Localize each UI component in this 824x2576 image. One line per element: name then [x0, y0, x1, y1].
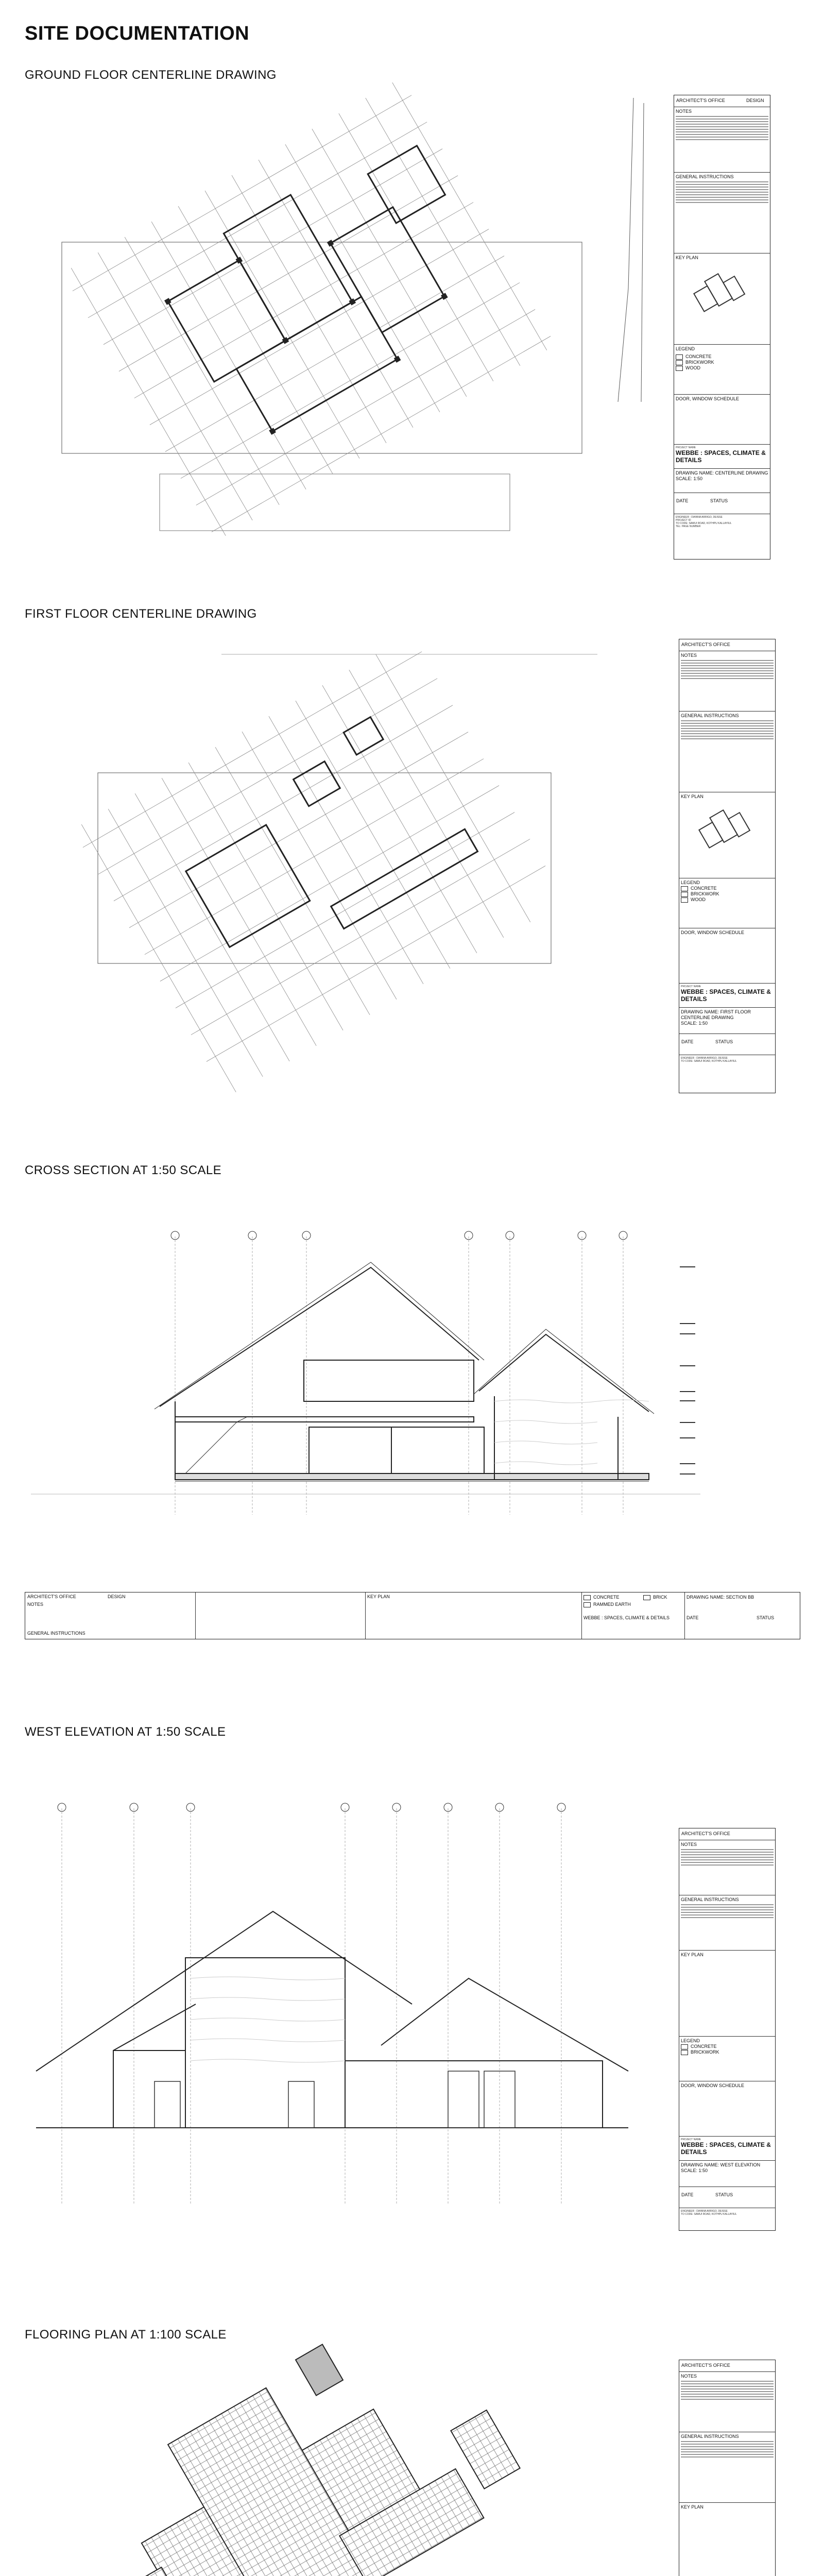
status-label: STATUS — [710, 498, 728, 503]
drawing-name: DRAWING NAME: FIRST FLOOR CENTERLINE DRAWING — [681, 1009, 751, 1020]
logo-tag: DESIGN — [108, 1594, 126, 1599]
project-title: WEBBE : SPACES, CLIMATE & DETAILS — [681, 2141, 771, 2156]
door-window-schedule: DOOR, WINDOW SCHEDULE — [676, 396, 740, 401]
legend-item-concrete: CONCRETE — [681, 2044, 774, 2049]
notes-label: NOTES — [27, 1602, 44, 1607]
office-name: ARCHITECT'S OFFICE — [27, 1594, 76, 1599]
project-title: WEBBE : SPACES, CLIMATE & DETAILS — [676, 449, 766, 464]
key-plan-label: KEY PLAN — [367, 1594, 390, 1599]
project-title: WEBBE : SPACES, CLIMATE & DETAILS — [583, 1615, 670, 1620]
legend-item-concrete: CONCRETE — [681, 886, 774, 891]
general-instructions-label: GENERAL INSTRUCTIONS — [676, 174, 734, 179]
scale-label: SCALE: 1:50 — [676, 476, 703, 481]
notes-text — [676, 116, 768, 140]
west-elevation-drawing — [21, 1762, 664, 2226]
legend-item-brickwork: BRICKWORK — [676, 360, 768, 365]
project-name-label: PROJECT NAME — [676, 446, 696, 449]
title-block-ground-floor — [674, 95, 770, 560]
notes-label: NOTES — [681, 1842, 697, 1847]
status-label: STATUS — [715, 1039, 733, 1044]
office-name: ARCHITECT'S OFFICE — [681, 1831, 730, 1836]
section-title-cross-section: CROSS SECTION AT 1:50 SCALE — [25, 1163, 222, 1177]
legend-item-concrete: CONCRETE — [583, 1595, 620, 1600]
date-label: DATE — [686, 1615, 699, 1620]
notes-label: NOTES — [676, 109, 692, 114]
legend-label: LEGEND — [676, 346, 695, 351]
title-block-first-floor — [679, 639, 776, 1093]
legend-swatch-icon — [681, 2050, 688, 2055]
key-plan-label: KEY PLAN — [681, 794, 703, 799]
legend-swatch-icon — [681, 897, 688, 903]
title-block-cross-section — [25, 1592, 800, 1639]
address-line-3: TO CODE: SAMUI ROAD, KOTHPU KALLAYIUL — [676, 522, 732, 525]
office-name: ARCHITECT'S OFFICE — [681, 642, 730, 647]
project-name-label: PROJECT NAME — [681, 2138, 701, 2141]
legend-item-concrete: CONCRETE — [676, 354, 768, 360]
legend-swatch-icon — [681, 886, 688, 891]
door-window-schedule: DOOR, WINDOW SCHEDULE — [681, 2083, 745, 2088]
key-plan-label: KEY PLAN — [681, 1952, 703, 1957]
legend-swatch-icon — [681, 2044, 688, 2049]
status-label: STATUS — [715, 2192, 733, 2197]
key-plan-thumbnail — [681, 800, 768, 867]
date-label: DATE — [681, 2192, 694, 2197]
legend-swatch-icon — [643, 1595, 650, 1600]
address-line-3: TO CODE: SAMUI ROAD, KOTHPU KALLAYIUL — [681, 1060, 737, 1063]
cross-section-drawing — [31, 1206, 772, 1577]
section-title-west-elevation: WEST ELEVATION AT 1:50 SCALE — [25, 1725, 226, 1739]
address-line-1: ENGINEER : DIANNA ARRIGO, DEISSE — [681, 2210, 728, 2213]
door-window-schedule: DOOR, WINDOW SCHEDULE — [681, 930, 745, 935]
address-line-3: TO CODE: SAMUI ROAD, KOTHPU KALLAYIUL — [681, 2213, 737, 2216]
general-instructions-label: GENERAL INSTRUCTIONS — [681, 2434, 739, 2439]
legend-swatch-icon — [676, 366, 683, 371]
notes-label: NOTES — [681, 2374, 697, 2379]
address-line-1: ENGINEER : DIANNA ARRIGO, DEISSE — [676, 516, 723, 519]
legend-swatch-icon — [676, 354, 683, 360]
section-title-flooring-plan: FLOORING PLAN AT 1:100 SCALE — [25, 2328, 227, 2342]
drawing-name: DRAWING NAME: WEST ELEVATION — [681, 2162, 761, 2167]
address-line-2: PROJECT ID — [676, 519, 691, 522]
legend-item-wood: WOOD — [676, 365, 768, 371]
ground-floor-centerline-drawing — [31, 93, 664, 536]
page-title: SITE DOCUMENTATION — [25, 23, 250, 44]
address-line-4: TEL: PAGE NUMBER — [676, 525, 701, 528]
title-block-flooring-plan — [679, 2360, 776, 2576]
legend-swatch-icon — [583, 1602, 591, 1607]
flooring-plan-drawing — [62, 2360, 670, 2576]
drawing-name: DRAWING NAME: SECTION BB — [686, 1595, 754, 1600]
general-instructions-label: GENERAL INSTRUCTIONS — [27, 1631, 85, 1636]
project-title: WEBBE : SPACES, CLIMATE & DETAILS — [681, 988, 771, 1003]
legend-item-brickwork: BRICKWORK — [681, 891, 774, 897]
office-name: ARCHITECT'S OFFICE — [681, 2363, 730, 2368]
key-plan-label: KEY PLAN — [676, 255, 698, 260]
legend-item-brick: BRICK — [643, 1595, 667, 1600]
status-label: STATUS — [757, 1615, 775, 1620]
general-instructions-label: GENERAL INSTRUCTIONS — [681, 713, 739, 718]
legend-swatch-icon — [676, 360, 683, 365]
notes-label: NOTES — [681, 653, 697, 658]
scale-label: SCALE: 1:50 — [681, 2168, 708, 2173]
date-label: DATE — [681, 1039, 694, 1044]
logo-tag: DESIGN — [746, 98, 764, 103]
legend-swatch-icon — [681, 892, 688, 897]
legend-label: LEGEND — [681, 2038, 700, 2043]
key-plan-label: KEY PLAN — [681, 2504, 703, 2510]
legend-item-brickwork: BRICKWORK — [681, 2049, 774, 2055]
office-name: ARCHITECT'S OFFICE — [676, 98, 725, 103]
key-plan-thumbnail — [676, 261, 763, 333]
first-floor-centerline-drawing — [31, 639, 664, 1082]
project-name-label: PROJECT NAME — [681, 985, 701, 988]
legend-item-wood: WOOD — [681, 897, 774, 903]
legend-item-rammed-earth: RAMMED EARTH — [583, 1602, 631, 1607]
legend-swatch-icon — [583, 1595, 591, 1600]
general-instructions-label: GENERAL INSTRUCTIONS — [681, 1897, 739, 1902]
title-block-west-elevation — [679, 1828, 776, 2231]
address-line-1: ENGINEER : DIANNA ARRIGO, DEISSE — [681, 1057, 728, 1060]
section-title-ground-floor: GROUND FLOOR CENTERLINE DRAWING — [25, 68, 277, 82]
scale-label: SCALE: 1:50 — [681, 1021, 708, 1026]
date-label: DATE — [676, 498, 689, 503]
legend-label: LEGEND — [681, 880, 700, 885]
section-title-first-floor: FIRST FLOOR CENTERLINE DRAWING — [25, 607, 257, 621]
drawing-name: DRAWING NAME: CENTERLINE DRAWING — [676, 470, 768, 476]
